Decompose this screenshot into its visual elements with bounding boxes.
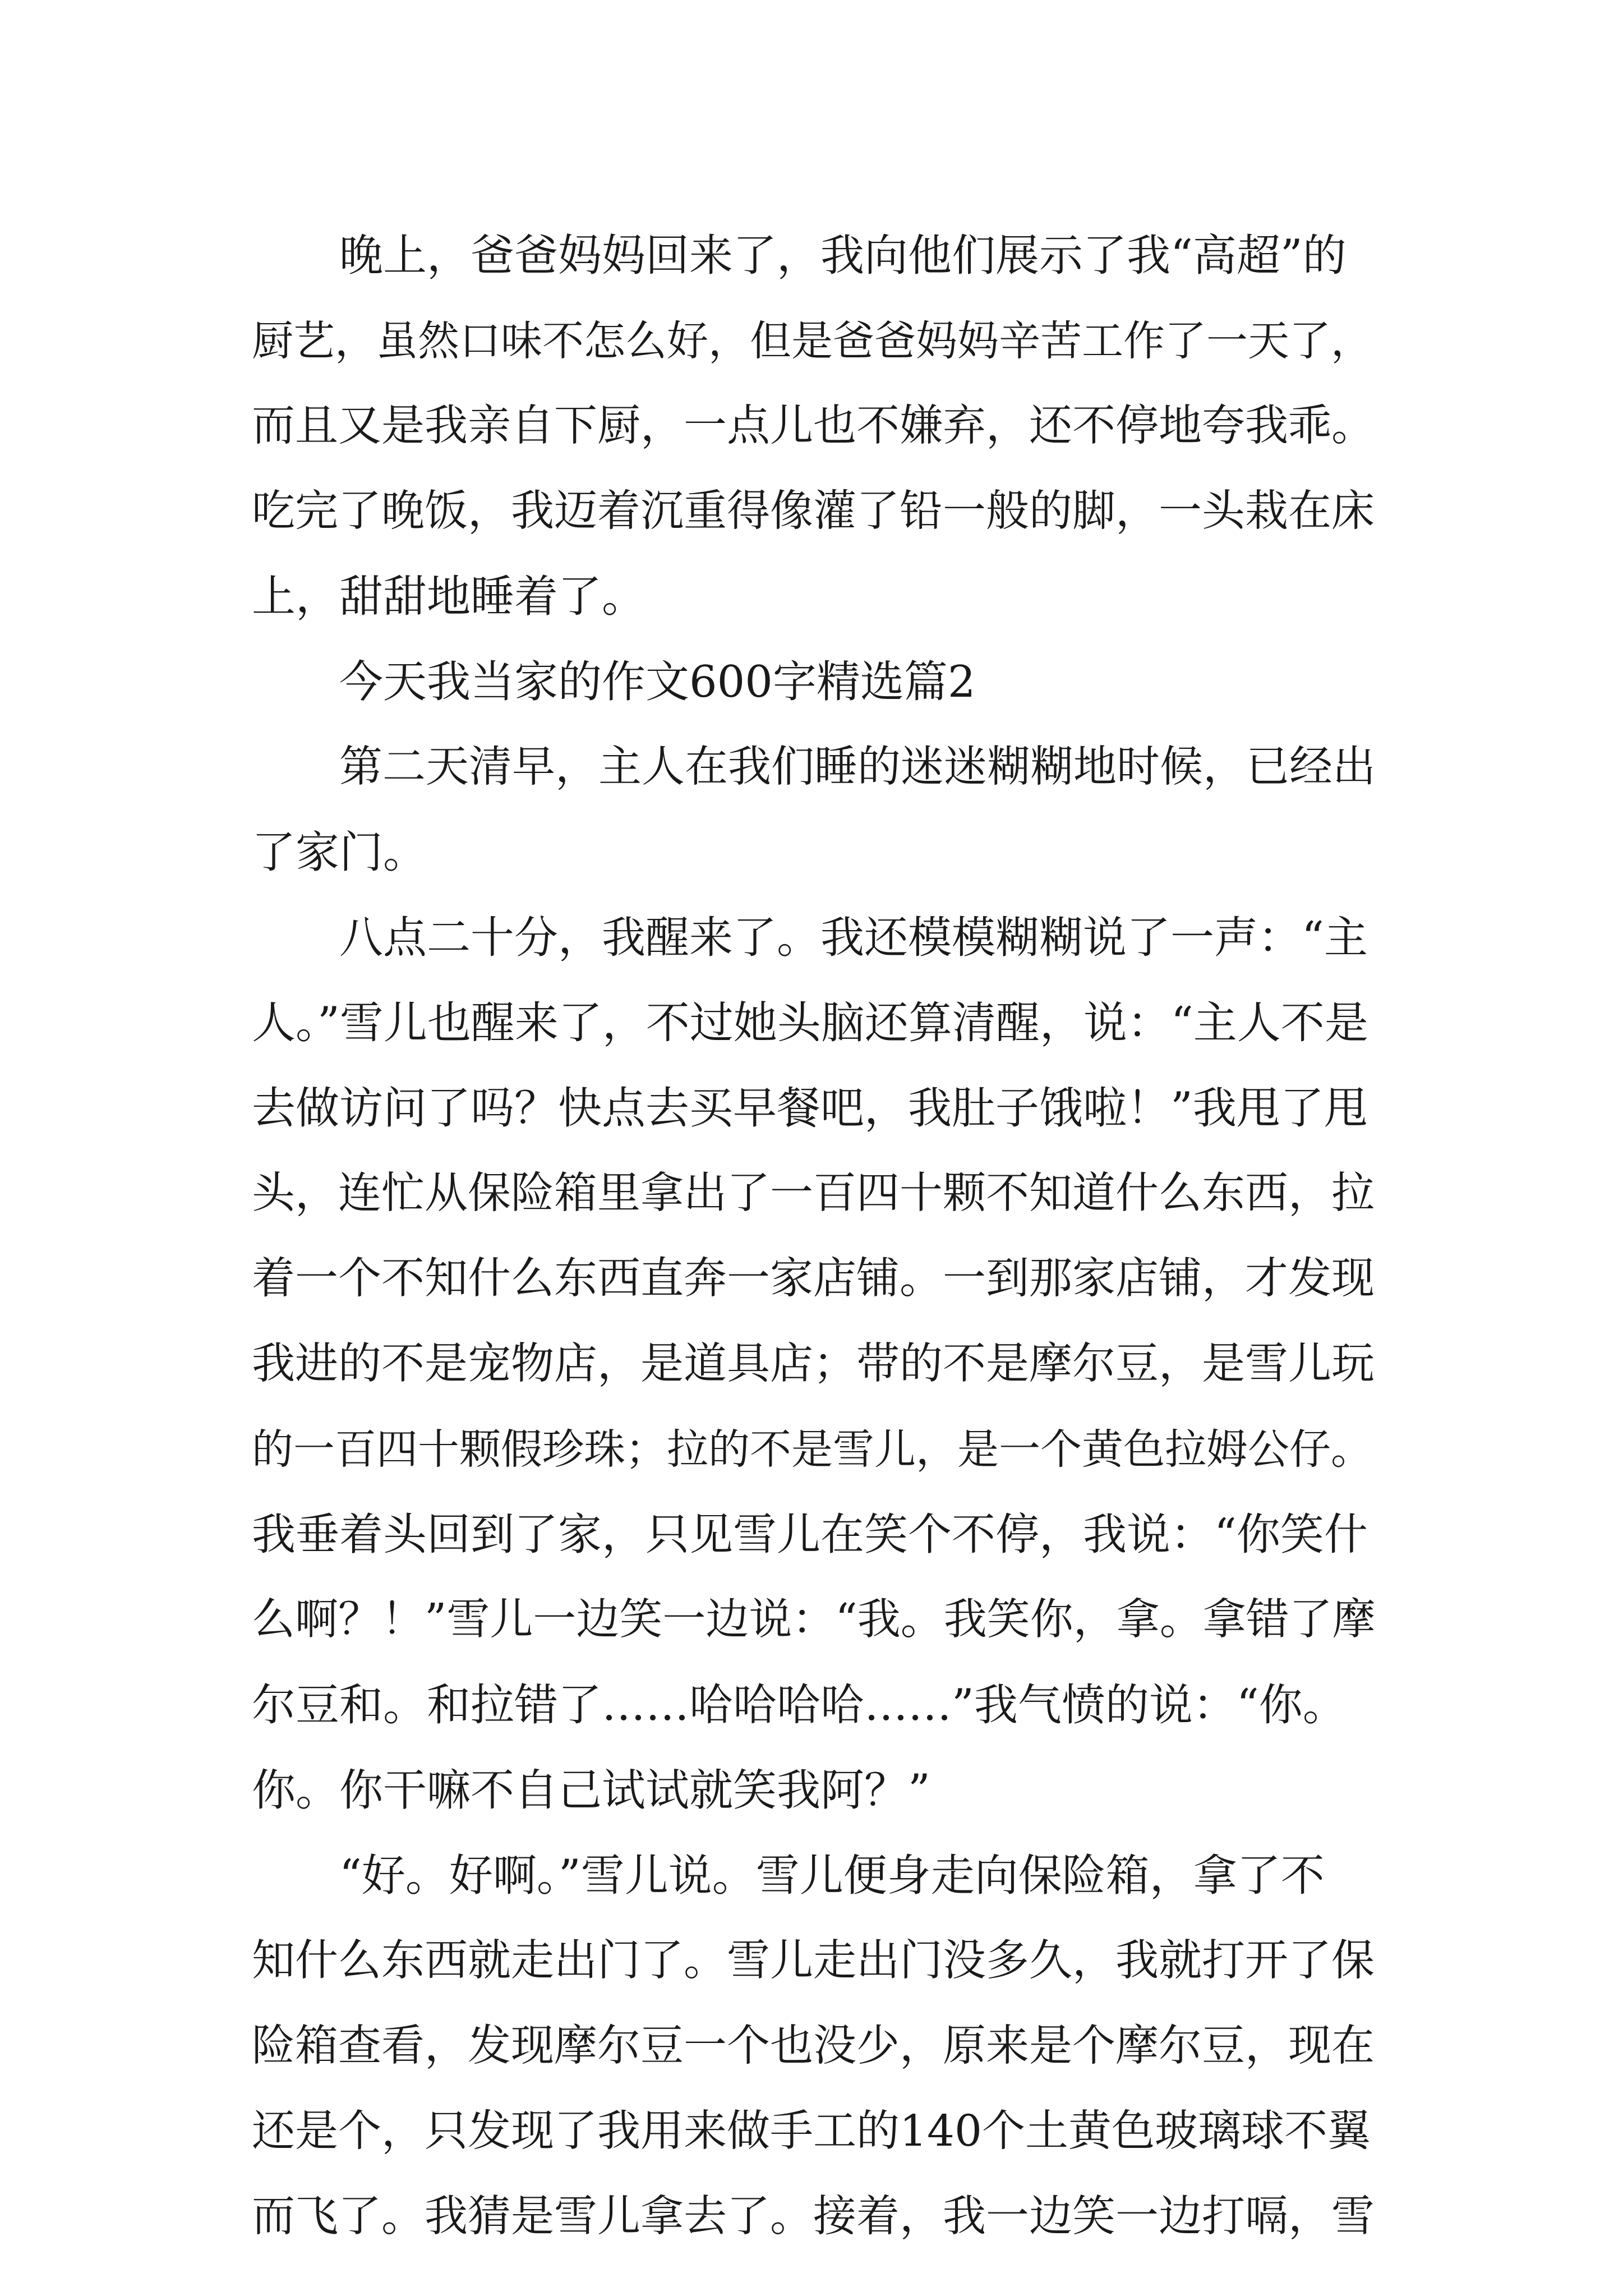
paragraph-first-line: “好。好啊。”雪儿说。雪儿便身走向保险箱，拿了不 [339,1851,1325,1901]
text-line: 你。你干嘛不自己试试就笑我阿？” [252,1765,930,1816]
text-line: 而飞了。我猜是雪儿拿去了。接着，我一边笑一边打嗝，雪 [252,2192,1375,2242]
text-line: 我垂着头回到了家，只见雪儿在笑个不停，我说：“你笑什 [252,1510,1368,1560]
text-line: 人。”雪儿也醒来了，不过她头脑还算清醒，说：“主人不是 [252,998,1368,1048]
paragraph-first-line: 晚上，爸爸妈妈回来了，我向他们展示了我“高超”的 [339,231,1347,281]
text-line: 的一百四十颗假珍珠；拉的不是雪儿，是一个黄色拉姆公仔。 [252,1425,1372,1474]
text-line: 头，连忙从保险箱里拿出了一百四十颗不知道什么东西，拉 [252,1168,1375,1218]
text-line: 吃完了晚饭，我迈着沉重得像灌了铅一般的脚，一头栽在床 [252,486,1375,536]
text-line: 还是个，只发现了我用来做手工的140个土黄色玻璃球不翼 [252,2106,1371,2156]
text-line: 么啊？！”雪儿一边笑一边说：“我。我笑你，拿。拿错了摩 [252,1595,1376,1645]
text-line: 知什么东西就走出门了。雪儿走出门没多久，我就打开了保 [252,1936,1375,1986]
text-line: 险箱查看，发现摩尔豆一个也没少，原来是个摩尔豆，现在 [252,2021,1375,2071]
paragraph-first-line: 今天我当家的作文600字精选篇2 [339,657,976,707]
text-line: 厨艺，虽然口味不怎么好，但是爸爸妈妈辛苦工作了一天了， [252,317,1372,365]
text-line: 了家门。 [252,827,427,878]
text-line: 去做访问了吗？快点去买早餐吧，我肚子饿啦！”我甩了甩 [252,1083,1368,1134]
paragraph-first-line: 第二天清早，主人在我们睡的迷迷糊糊地时候，已经出 [339,742,1376,792]
document-body [252,213,1376,2260]
paragraph-first-line: 八点二十分，我醒来了。我还模模糊糊说了一声：“主 [339,913,1368,963]
text-line: 尔豆和。和拉错了……哈哈哈哈……”我气愤的说：“你。 [252,1680,1347,1731]
text-line: 我进的不是宠物店，是道具店；带的不是摩尔豆，是雪儿玩 [252,1339,1375,1389]
text-line: 着一个不知什么东西直奔一家店铺。一到那家店铺，才发现 [252,1254,1375,1304]
text-line: 而且又是我亲自下厨，一点儿也不嫌弃，还不停地夸我乖。 [252,401,1375,451]
text-line: 上，甜甜地睡着了。 [252,572,646,622]
